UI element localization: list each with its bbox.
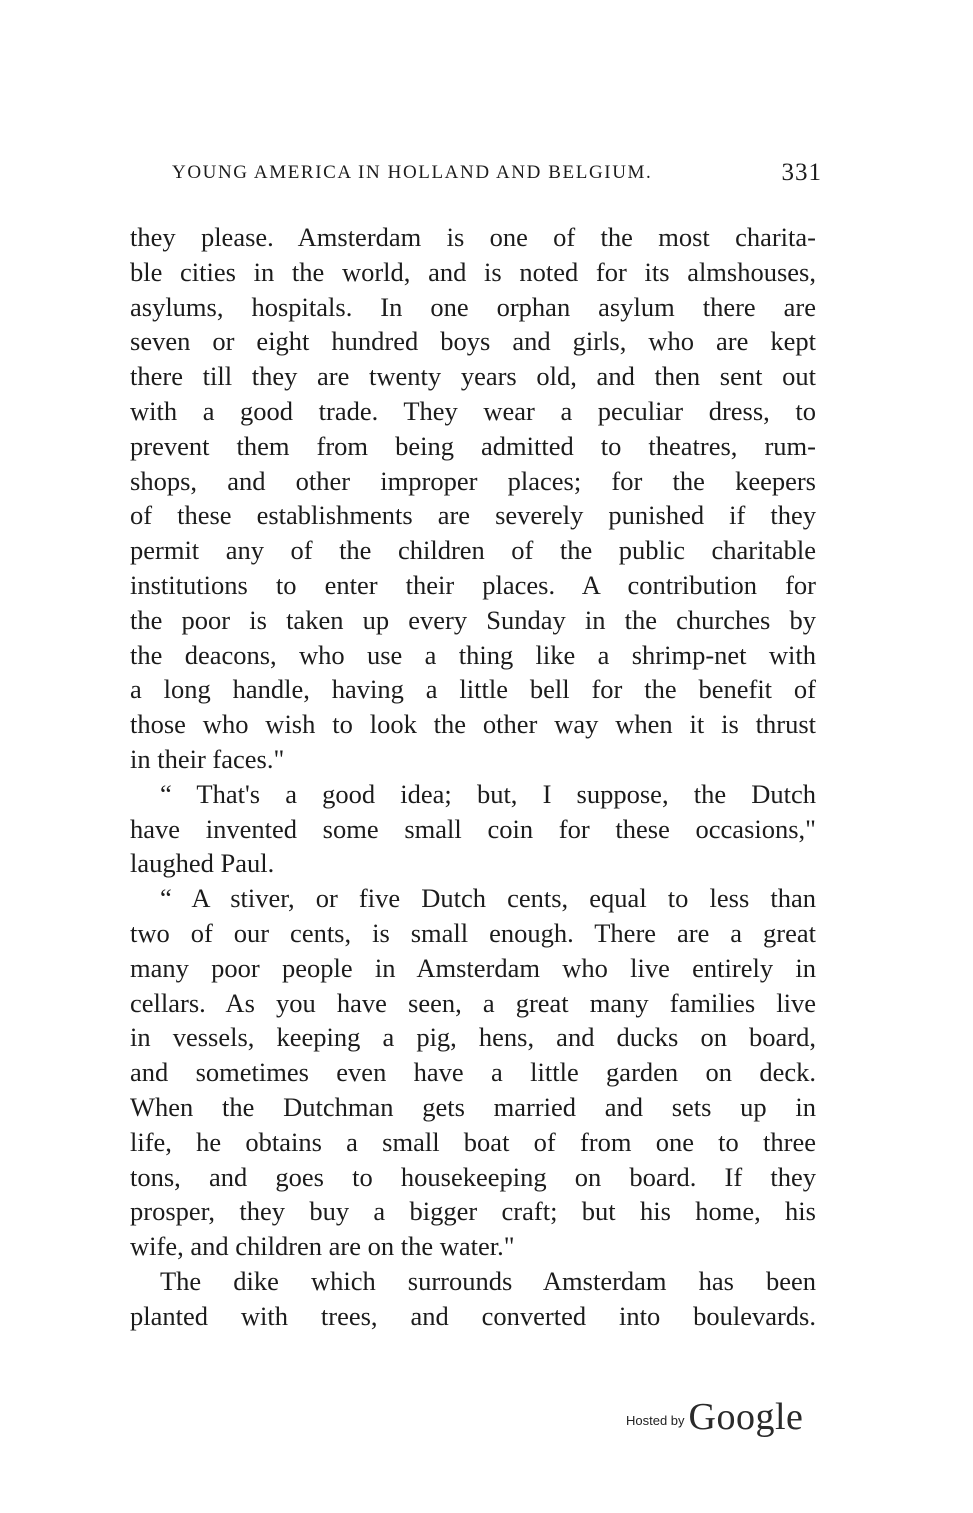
paragraph [130, 881, 816, 1264]
running-head [172, 159, 822, 186]
text-line: planted with trees, and converted into boulevards. [130, 1300, 816, 1331]
text-line: When the Dutchman gets married and sets up in [130, 1091, 816, 1122]
text-line: they please. Amsterdam is one of the most charita- [130, 222, 816, 252]
text-line: shops, and other improper places; for the keepers [130, 465, 816, 496]
text-line: in vessels, keeping a pig, hens, and ducks on board, [130, 1022, 816, 1053]
text-line: seven or eight hundred boys and girls, who are kept [130, 326, 816, 357]
hosted-by-label: Hosted by [626, 1413, 685, 1428]
text-line: many poor people in Amsterdam who live entirely in [130, 952, 816, 983]
text-line: in their faces." [130, 743, 285, 774]
text-line: asylums, hospitals. In one orphan asylum there are [130, 291, 816, 322]
text-line: wife, and children are on the water." [130, 1231, 515, 1262]
text-line: a long handle, having a little bell for the benefit of [130, 674, 816, 705]
paragraph [130, 220, 816, 777]
text-line: prevent them from being admitted to theatres, rum- [130, 430, 816, 461]
text-line: institutions to enter their places. A contribution for [130, 569, 816, 600]
text-line: have invented some small coin for these occasions," [130, 813, 816, 844]
text-line: there till they are twenty years old, and then sent out [130, 361, 816, 392]
text-line: the poor is taken up every Sunday in the churches by [130, 604, 816, 635]
hosted-by-google-watermark [626, 1395, 803, 1439]
text-line: permit any of the children of the public charitable [130, 535, 816, 566]
text-line: laughed Paul. [130, 848, 275, 879]
body-text [130, 220, 816, 1334]
text-line: and sometimes even have a little garden on deck. [130, 1057, 816, 1088]
running-title: YOUNG AMERICA IN HOLLAND AND BELGIUM. [172, 162, 653, 183]
text-line: of these establishments are severely punished if they [130, 500, 816, 531]
text-line: life, he obtains a small boat of from one to three [130, 1126, 816, 1157]
text-line: prosper, they buy a bigger craft; but his home, his [130, 1196, 816, 1227]
text-line: The dike which surrounds Amsterdam has been [160, 1265, 816, 1296]
text-line: ble cities in the world, and is noted for its almshouses, [130, 256, 816, 287]
google-logo: Google [688, 1396, 804, 1438]
text-line: “ A stiver, or five Dutch cents, equal to less than [160, 883, 816, 914]
text-line: cellars. As you have seen, a great many families live [130, 987, 816, 1018]
text-line: two of our cents, is small enough. There are a great [130, 917, 816, 948]
text-line: tons, and goes to housekeeping on board. If they [130, 1161, 816, 1192]
text-line: those who wish to look the other way when it is thrust [130, 709, 816, 740]
paragraph [130, 1264, 816, 1334]
page-number: 331 [781, 159, 822, 186]
text-line: with a good trade. They wear a peculiar dress, to [130, 395, 816, 426]
paragraph [130, 777, 816, 881]
text-line: the deacons, who use a thing like a shrimp-net with [130, 639, 816, 670]
text-line: “ That's a good idea; but, I suppose, the Dutch [160, 778, 816, 809]
